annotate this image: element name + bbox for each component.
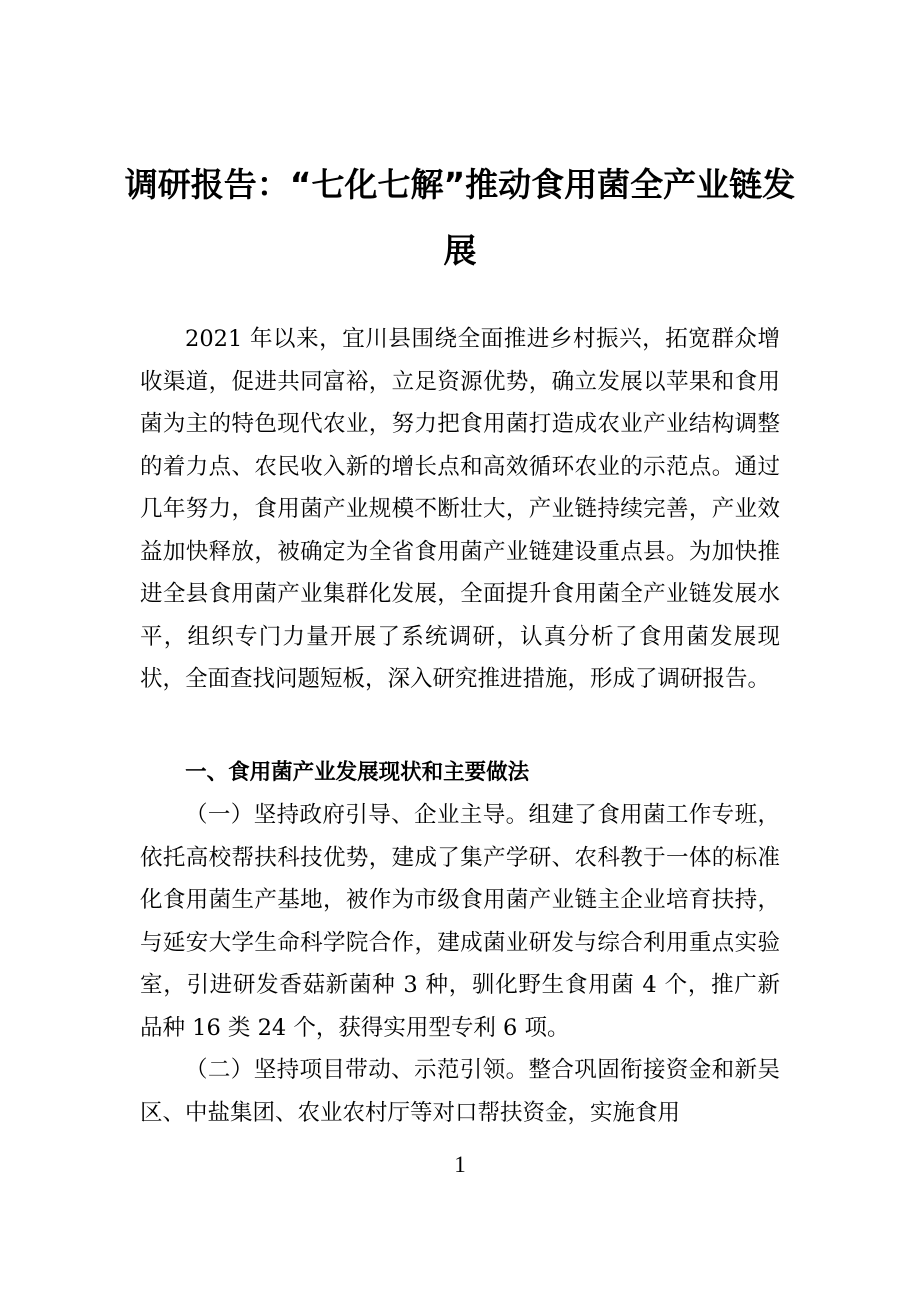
subsection-paragraph-2: （二）坚持项目带动、示范引领。整合巩固衔接资金和新吴区、中盐集团、农业农村厅等对口帮扶资金，实施食用 bbox=[140, 1057, 780, 1126]
subsection-paragraph-1: （一）坚持政府引导、企业主导。组建了食用菌工作专班，依托高校帮扶科技优势，建成了集产学研、农科教于一体的标准化食用菌生产基地，被作为市级食用菌产业链主企业培育扶持，与延安大学生命科学院合作，建成菌业研发与综合利用重点实验室，引进研发香菇新菌种 3 种，驯化野生食用菌 4 个，推广新品种 16 类 24 个，获得实用型专利 6 项。 bbox=[140, 802, 780, 1041]
page-number: 1 bbox=[454, 1152, 466, 1177]
section-heading: 一、食用菌产业发展现状和主要做法 bbox=[185, 760, 530, 785]
document-title: 调研报告：“七化七解”推动食用菌全产业链发展 bbox=[124, 165, 796, 270]
intro-paragraph: 2021 年以来，宜川县围绕全面推进乡村振兴，拓宽群众增收渠道，促进共同富裕，立足资源优势，确立发展以苹果和食用菌为主的特色现代农业，努力把食用菌打造成农业产业结构调整的着力点、农民收入新的增长点和高效循环农业的示范点。通过几年努力，食用菌产业规模不断壮大，产业链持续完善，产业效益加快释放，被确定为全省食用菌产业链建设重点县。为加快推进全县食用菌产业集群化发展，全面提升食用菌全产业链发展水平，组织专门力量开展了系统调研，认真分析了食用菌发展现状，全面查找问题短板，深入研究推进措施，形成了调研报告。 bbox=[140, 326, 780, 692]
